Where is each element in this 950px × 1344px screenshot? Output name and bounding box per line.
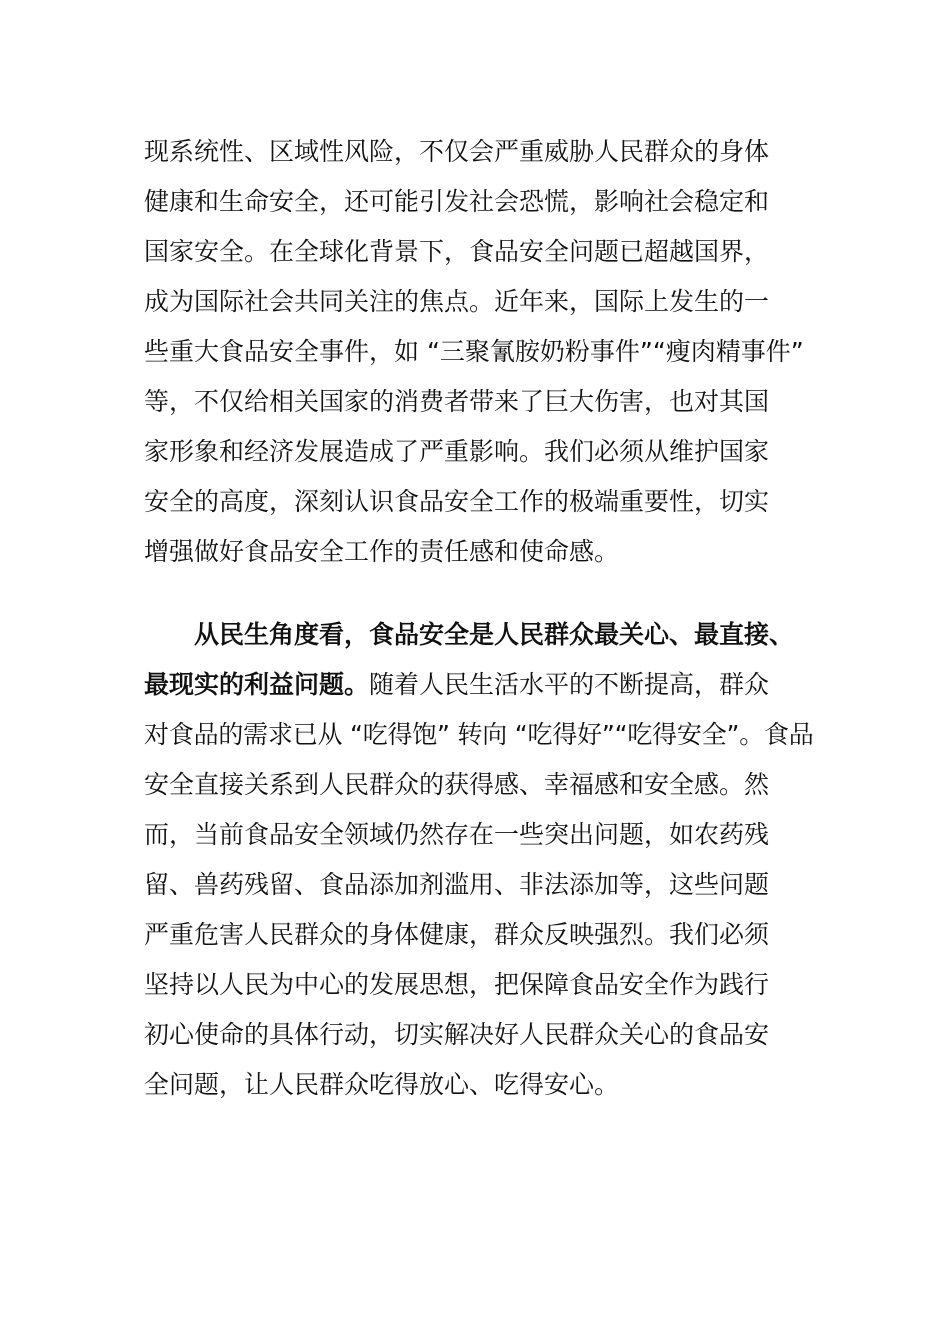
text-line xyxy=(144,660,814,710)
text-run: 等，不仅给相关国家的消费者带来了巨大伤害，也对其国 xyxy=(144,387,770,416)
text-run: 现系统性、区域性风险，不仅会严重威胁人民群众的身体 xyxy=(144,137,770,166)
text-line xyxy=(144,327,814,377)
paragraph-national-security xyxy=(144,127,814,577)
text-run: 坚持以人民为中心的发展思想，把保障食品安全作为践行 xyxy=(144,970,770,999)
text-line xyxy=(144,810,814,860)
text-run: 些重大食品安全事件，如 “三聚氰胺奶粉事件”“瘦肉精事件” xyxy=(144,337,804,366)
text-line xyxy=(144,760,814,810)
text-line xyxy=(144,177,814,227)
text-run: 初心使命的具体行动，切实解决好人民群众关心的食品安 xyxy=(144,1020,770,1049)
text-run: 留、兽药残留、食品添加剂滥用、非法添加等，这些问题 xyxy=(144,870,770,899)
text-run: 严重危害人民群众的身体健康，群众反映强烈。我们必须 xyxy=(144,920,770,949)
text-line xyxy=(144,427,814,477)
text-run: 增强做好食品安全工作的责任感和使命感。 xyxy=(144,537,620,566)
paragraph-livelihood xyxy=(144,610,814,1110)
text-line xyxy=(144,277,814,327)
text-line xyxy=(144,477,814,527)
bold-text-run: 最现实的利益问题。 xyxy=(144,670,370,699)
text-run: 全问题，让人民群众吃得放心、吃得安心。 xyxy=(144,1070,620,1099)
bold-text-run: 从民生角度看，食品安全是人民群众最关心、最直接、 xyxy=(144,620,795,649)
text-run: 随着人民生活水平的不断提高，群众 xyxy=(369,670,770,699)
text-line xyxy=(144,1010,814,1060)
text-line xyxy=(144,127,814,177)
text-line xyxy=(144,1060,814,1110)
text-run: 安全的高度，深刻认识食品安全工作的极端重要性，切实 xyxy=(144,487,770,516)
text-run: 对食品的需求已从 “吃得饱” 转向 “吃得好”“吃得安全”。食品 xyxy=(144,720,814,749)
text-line xyxy=(144,910,814,960)
text-line xyxy=(144,710,814,760)
text-run: 国家安全。在全球化背景下，食品安全问题已超越国界， xyxy=(144,237,770,266)
text-line xyxy=(144,227,814,277)
text-line xyxy=(144,527,814,577)
text-run: 成为国际社会共同关注的焦点。近年来，国际上发生的一 xyxy=(144,287,770,316)
text-run: 安全直接关系到人民群众的获得感、幸福感和安全感。然 xyxy=(144,770,770,799)
text-line xyxy=(144,610,814,660)
text-line xyxy=(144,377,814,427)
text-run: 而，当前食品安全领域仍然存在一些突出问题，如农药残 xyxy=(144,820,770,849)
text-run: 健康和生命安全，还可能引发社会恐慌，影响社会稳定和 xyxy=(144,187,770,216)
text-line xyxy=(144,960,814,1010)
text-line xyxy=(144,860,814,910)
text-run: 家形象和经济发展造成了严重影响。我们必须从维护国家 xyxy=(144,437,770,466)
